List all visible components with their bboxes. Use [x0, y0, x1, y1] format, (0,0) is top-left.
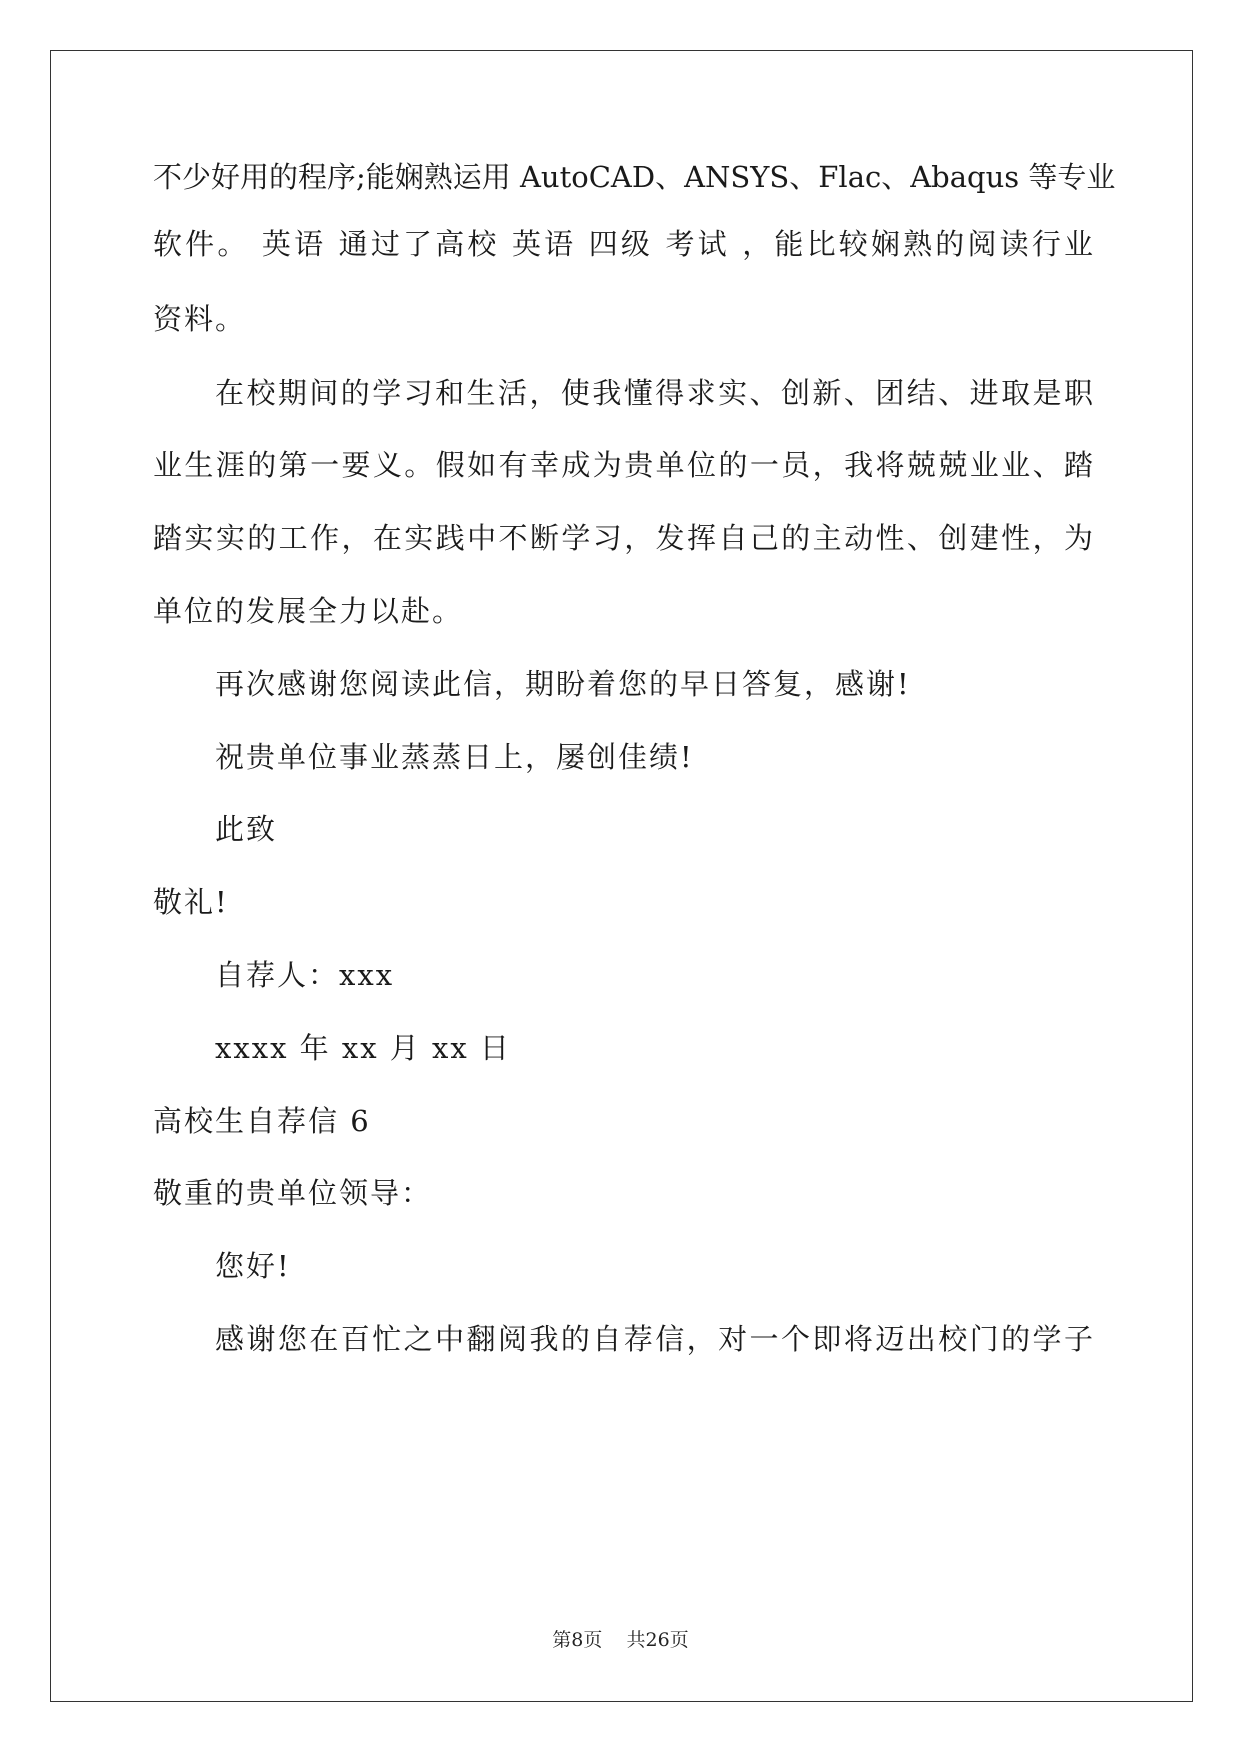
- text-line-14: 高校生自荐信 6: [153, 1104, 371, 1138]
- total-label-suffix: 页: [669, 1629, 689, 1651]
- text-line-3: 资料。: [153, 302, 247, 336]
- page-footer: [0, 1628, 1241, 1652]
- text-line-10: 此致: [215, 812, 278, 846]
- text-line-2: 软件。 英语 通过了高校 英语 四级 考试 ，能比较娴熟的阅读行业: [153, 227, 1093, 261]
- text-line-12: 自荐人：xxx: [215, 958, 395, 992]
- text-line-7: 单位的发展全力以赴。: [153, 594, 464, 628]
- total-pages: 26: [645, 1629, 670, 1651]
- text-line-9: 祝贵单位事业蒸蒸日上，屡创佳绩!: [215, 740, 694, 774]
- text-line-17: 感谢您在百忙之中翻阅我的自荐信，对一个即将迈出校门的学子: [215, 1322, 1093, 1356]
- page-label-prefix: 第: [552, 1629, 572, 1651]
- page-border: [50, 50, 1193, 1702]
- text-line-4: 在校期间的学习和生活，使我懂得求实、创新、团结、进取是职: [215, 376, 1093, 410]
- text-line-13: xxxx 年 xx 月 xx 日: [215, 1031, 511, 1065]
- page-label-suffix: 页: [583, 1629, 603, 1651]
- page-number: 8: [571, 1629, 584, 1651]
- text-line-11: 敬礼!: [153, 885, 229, 919]
- text-line-6: 踏实实的工作，在实践中不断学习，发挥自己的主动性、创建性，为: [153, 521, 1093, 555]
- text-line-15: 敬重的贵单位领导：: [153, 1176, 433, 1210]
- total-label-prefix: 共: [626, 1629, 646, 1651]
- text-line-8: 再次感谢您阅读此信，期盼着您的早日答复，感谢!: [215, 667, 911, 701]
- text-line-1: 不少好用的程序;能娴熟运用 AutoCAD、ANSYS、Flac、Abaqus 等专业: [153, 160, 1116, 194]
- text-line-16: 您好!: [215, 1249, 291, 1283]
- text-line-5: 业生涯的第一要义。假如有幸成为贵单位的一员，我将兢兢业业、踏: [153, 448, 1093, 482]
